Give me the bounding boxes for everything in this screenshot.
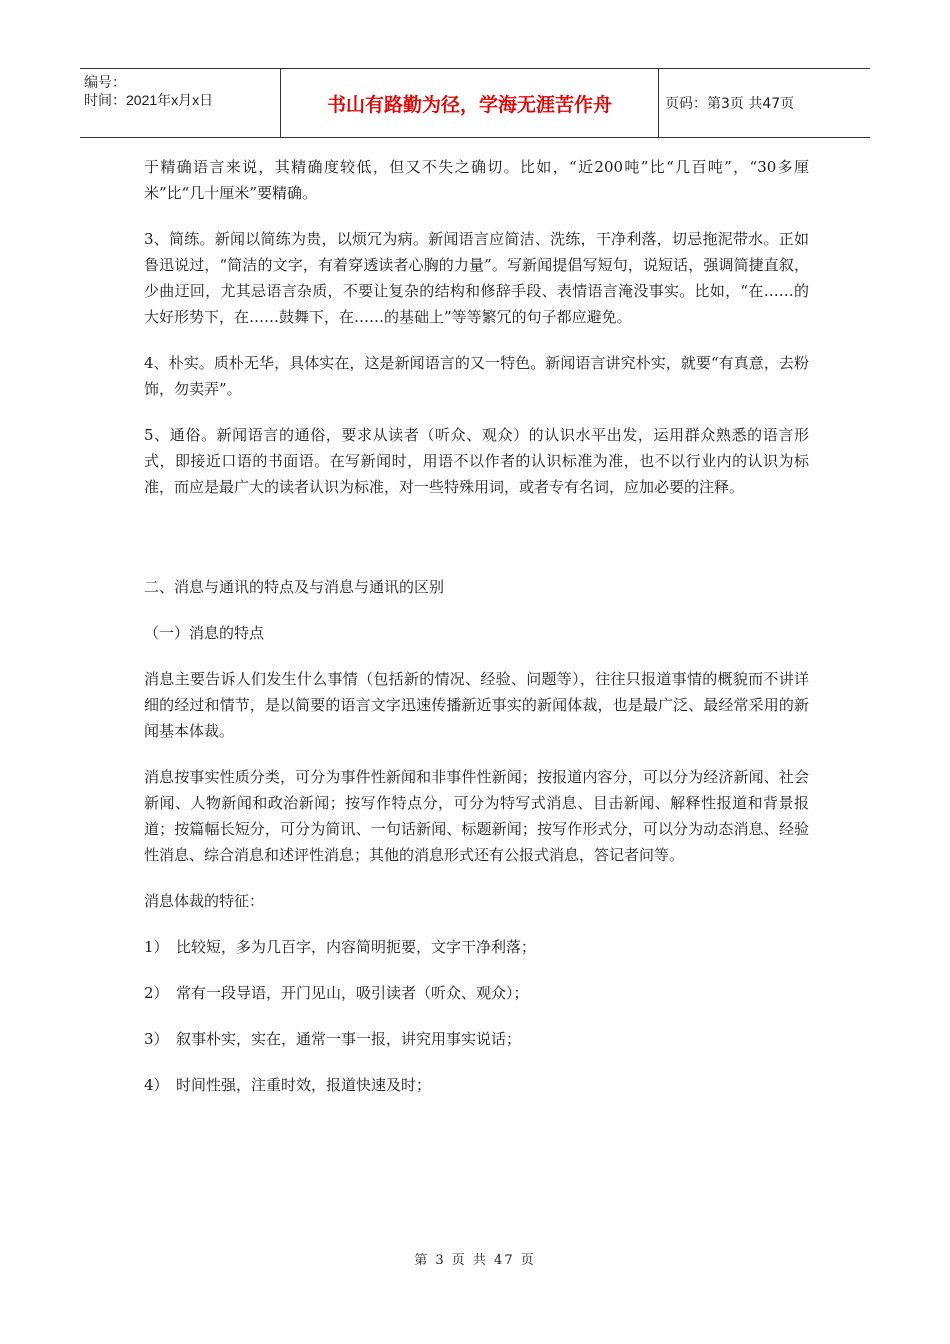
paragraph: 于精确语言来说，其精确度较低，但又不失之确切。比如，“近200吨”比“几百吨”，“30多厘米”比“几十厘米”要精确。: [144, 158, 809, 202]
paragraph: 5、通俗。新闻语言的通俗，要求从读者（听众、观众）的认识水平出发，运用群众熟悉的语言形式，即接近口语的书面语。在写新闻时，用语不以作者的认识标准为准，也不以行业内的认识为标准，而应是最广大的读者认识为标准，对一些特殊用词，或者专有名词，应加必要的注释。: [144, 426, 809, 496]
paragraph: 3、简练。新闻以简练为贵，以烦冗为病。新闻语言应简洁、洗练，干净利落，切忌拖泥带水。正如鲁迅说过，“简洁的文字，有着穿透读者心胸的力量”。写新闻提倡写短句，说短话，强调简捷直叙，少曲迂回，尤其忌语言杂质，不要让复杂的结构和修辞手段、表情语言淹没事实。比如，“在……的大好形势下，在……鼓舞下，在……的基础上”等等繁冗的句子都应避免。: [144, 230, 809, 326]
paragraph: 消息按事实性质分类，可分为事件性新闻和非事件性新闻；按报道内容分，可以分为经济新闻、社会新闻、人物新闻和政治新闻；按写作特点分，可分为特写式消息、目击新闻、解释性报道和背景报道；按篇幅长短分，可分为简讯、一句话新闻、标题新闻；按写作形式分，可以分为动态消息、经验性消息、综合消息和述评性消息；其他的消息形式还有公报式消息，答记者问等。: [144, 768, 809, 864]
list-item: 4） 时间性强，注重时效，报道快速及时；: [144, 1076, 432, 1094]
header-motto: 书山有路勤为径，学海无涯苦作舟: [281, 69, 659, 137]
date-label: 时间：2021年x月x日: [84, 92, 214, 108]
header-page-label: 页码：第3页 共47页: [665, 96, 795, 112]
paragraph: 4、朴实。质朴无华，具体实在，这是新闻语言的又一特色。新闻语言讲究朴实，就要“有真意，去粉饰，勿卖弄”。: [144, 354, 809, 398]
list-item: 2） 常有一段导语，开门见山，吸引读者（听众、观众）；: [144, 984, 529, 1002]
list-item: 1） 比较短，多为几百字，内容简明扼要，文字干净利落；: [144, 938, 537, 956]
header-meta-cell: [80, 69, 281, 137]
page-header: [80, 68, 870, 138]
section-heading: 二、消息与通讯的特点及与消息与通讯的区别: [144, 578, 445, 596]
number-label: 编号：: [84, 74, 126, 90]
paragraph: 消息体裁的特征：: [144, 892, 265, 910]
page-footer: 第 3 页 共 47 页: [414, 1253, 536, 1268]
list-item: 3） 叙事朴实，实在，通常一事一报，讲究用事实说话；: [144, 1030, 522, 1048]
subsection-heading: （一）消息的特点: [144, 624, 265, 642]
paragraph: 消息主要告诉人们发生什么事情（包括新的情况、经验、问题等），往往只报道事情的概貌而不讲详细的经过和情节，是以简要的语言文字迅速传播新近事实的新闻体裁，也是最广泛、最经常采用的新闻基本体裁。: [144, 670, 809, 740]
document-body: [144, 154, 809, 1098]
